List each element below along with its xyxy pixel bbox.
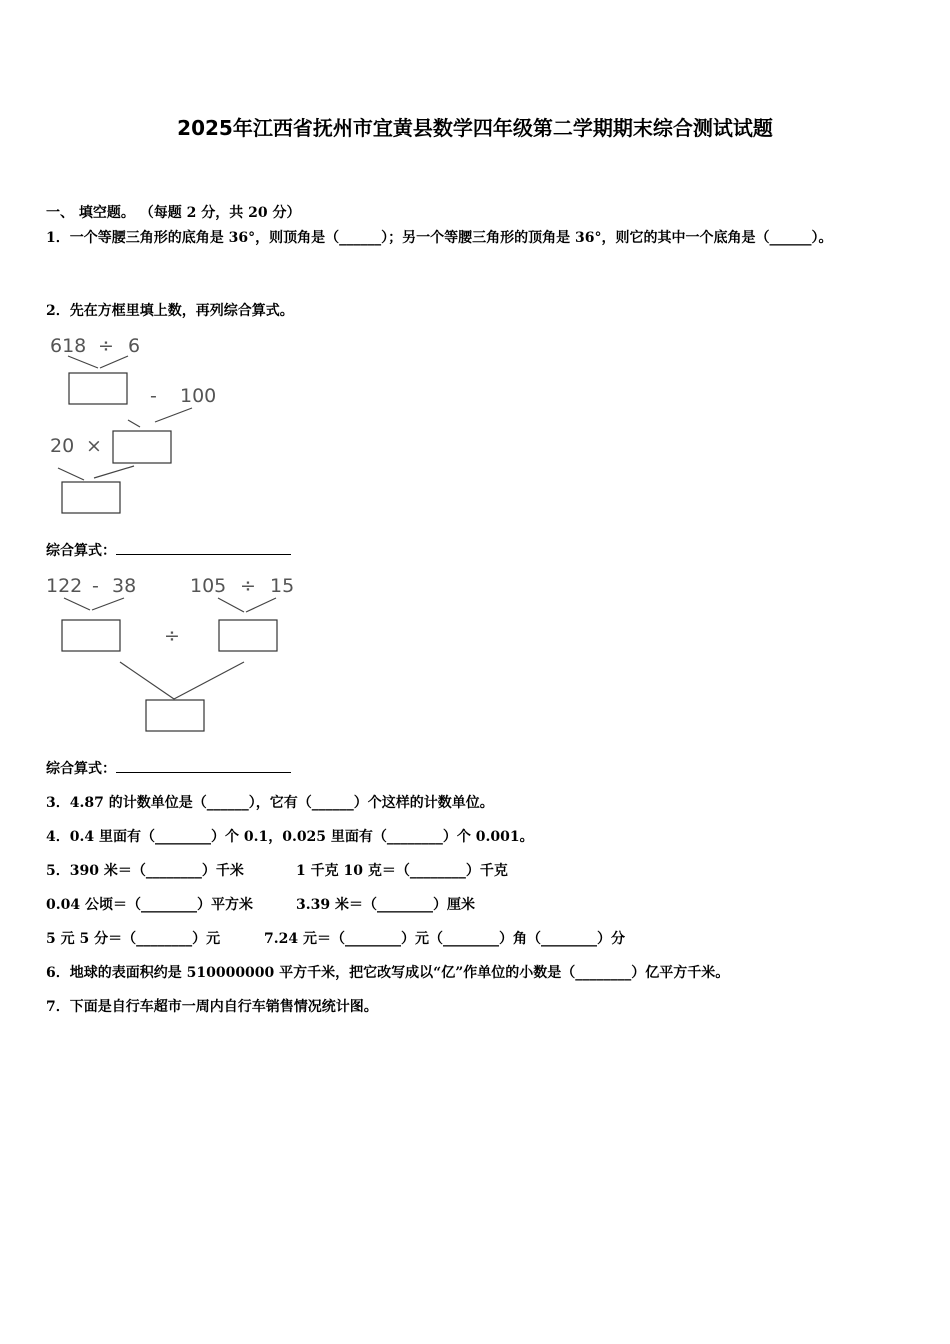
diagram2-mid-op: ÷ <box>164 625 180 647</box>
question-7: 7．下面是自行车超市一周内自行车销售情况统计图。 <box>46 999 378 1015</box>
formula-label: 综合算式： <box>46 761 116 777</box>
answer-box[interactable] <box>146 700 204 731</box>
diagram2-right-b: 15 <box>270 575 295 597</box>
diagram2-right-a: 105 <box>190 575 227 597</box>
connector-line <box>155 408 192 422</box>
formula-label: 综合算式： <box>46 543 116 559</box>
answer-box[interactable] <box>62 482 120 513</box>
diagram1-left-op: × <box>86 435 102 457</box>
formula-row-1 <box>46 540 291 560</box>
diagram1-top-right: 6 <box>128 335 141 357</box>
question-5-a: 5．390 米＝（________）千米 <box>46 863 244 879</box>
diagram2-left-b: 38 <box>112 575 137 597</box>
connector-line <box>58 468 84 480</box>
connector-line <box>246 598 276 612</box>
calc-diagram-2 <box>44 566 304 738</box>
question-3: 3．4.87 的计数单位是（______），它有（______）个这样的计数单位。 <box>46 795 494 811</box>
diagram1-mid-op: - <box>150 385 157 407</box>
diagram1-left-num: 20 <box>50 435 75 457</box>
connector-line <box>94 466 134 478</box>
question-5-d: 3.39 米＝（________）厘米 <box>296 897 475 913</box>
question-4: 4．0.4 里面有（________）个 0.1，0.025 里面有（________）个 0.001。 <box>46 829 534 845</box>
answer-box[interactable] <box>219 620 277 651</box>
question-5-b: 1 千克 10 克＝（________）千克 <box>296 863 508 879</box>
connector-line <box>68 356 98 368</box>
question-5-c: 0.04 公顷＝（________）平方米 <box>46 897 253 913</box>
answer-box[interactable] <box>69 373 127 404</box>
connector-line <box>100 356 128 368</box>
diagram1-top-left: 618 <box>50 335 87 357</box>
diagram2-left-op: - <box>92 575 99 597</box>
calc-diagram-1 <box>44 330 234 520</box>
diagram2-left-a: 122 <box>46 575 83 597</box>
answer-box[interactable] <box>113 431 171 463</box>
connector-line <box>120 662 174 699</box>
question-5-e: 5 元 5 分＝（________）元 <box>46 931 221 947</box>
formula-answer-line[interactable] <box>116 758 291 773</box>
question-6: 6．地球的表面积约是 510000000 平方千米，把它改写成以“亿”作单位的小数是（________）亿平方千米。 <box>46 965 730 981</box>
question-5-f: 7.24 元＝（________）元（________）角（________）分 <box>264 931 625 947</box>
connector-line <box>218 598 244 612</box>
answer-box[interactable] <box>62 620 120 651</box>
formula-row-2 <box>46 758 291 778</box>
connector-line <box>174 662 244 699</box>
formula-answer-line[interactable] <box>116 540 291 555</box>
section-heading: 一、 填空题。 （每题 2 分，共 20 分） <box>46 205 301 221</box>
diagram2-right-op: ÷ <box>240 575 256 597</box>
diagram1-top-op: ÷ <box>98 335 114 357</box>
diagram1-mid-right: 100 <box>180 385 217 407</box>
connector-line <box>128 420 140 427</box>
page-title: 2025年江西省抚州市宜黄县数学四年级第二学期期末综合测试试题 <box>177 116 773 140</box>
connector-line <box>92 598 124 610</box>
question-1: 1．一个等腰三角形的底角是 36°，则顶角是（______）；另一个等腰三角形的顶角是 36°，则它的其中一个底角是（______）。 <box>46 230 833 246</box>
question-2: 2．先在方框里填上数，再列综合算式。 <box>46 303 294 319</box>
connector-line <box>64 598 90 610</box>
